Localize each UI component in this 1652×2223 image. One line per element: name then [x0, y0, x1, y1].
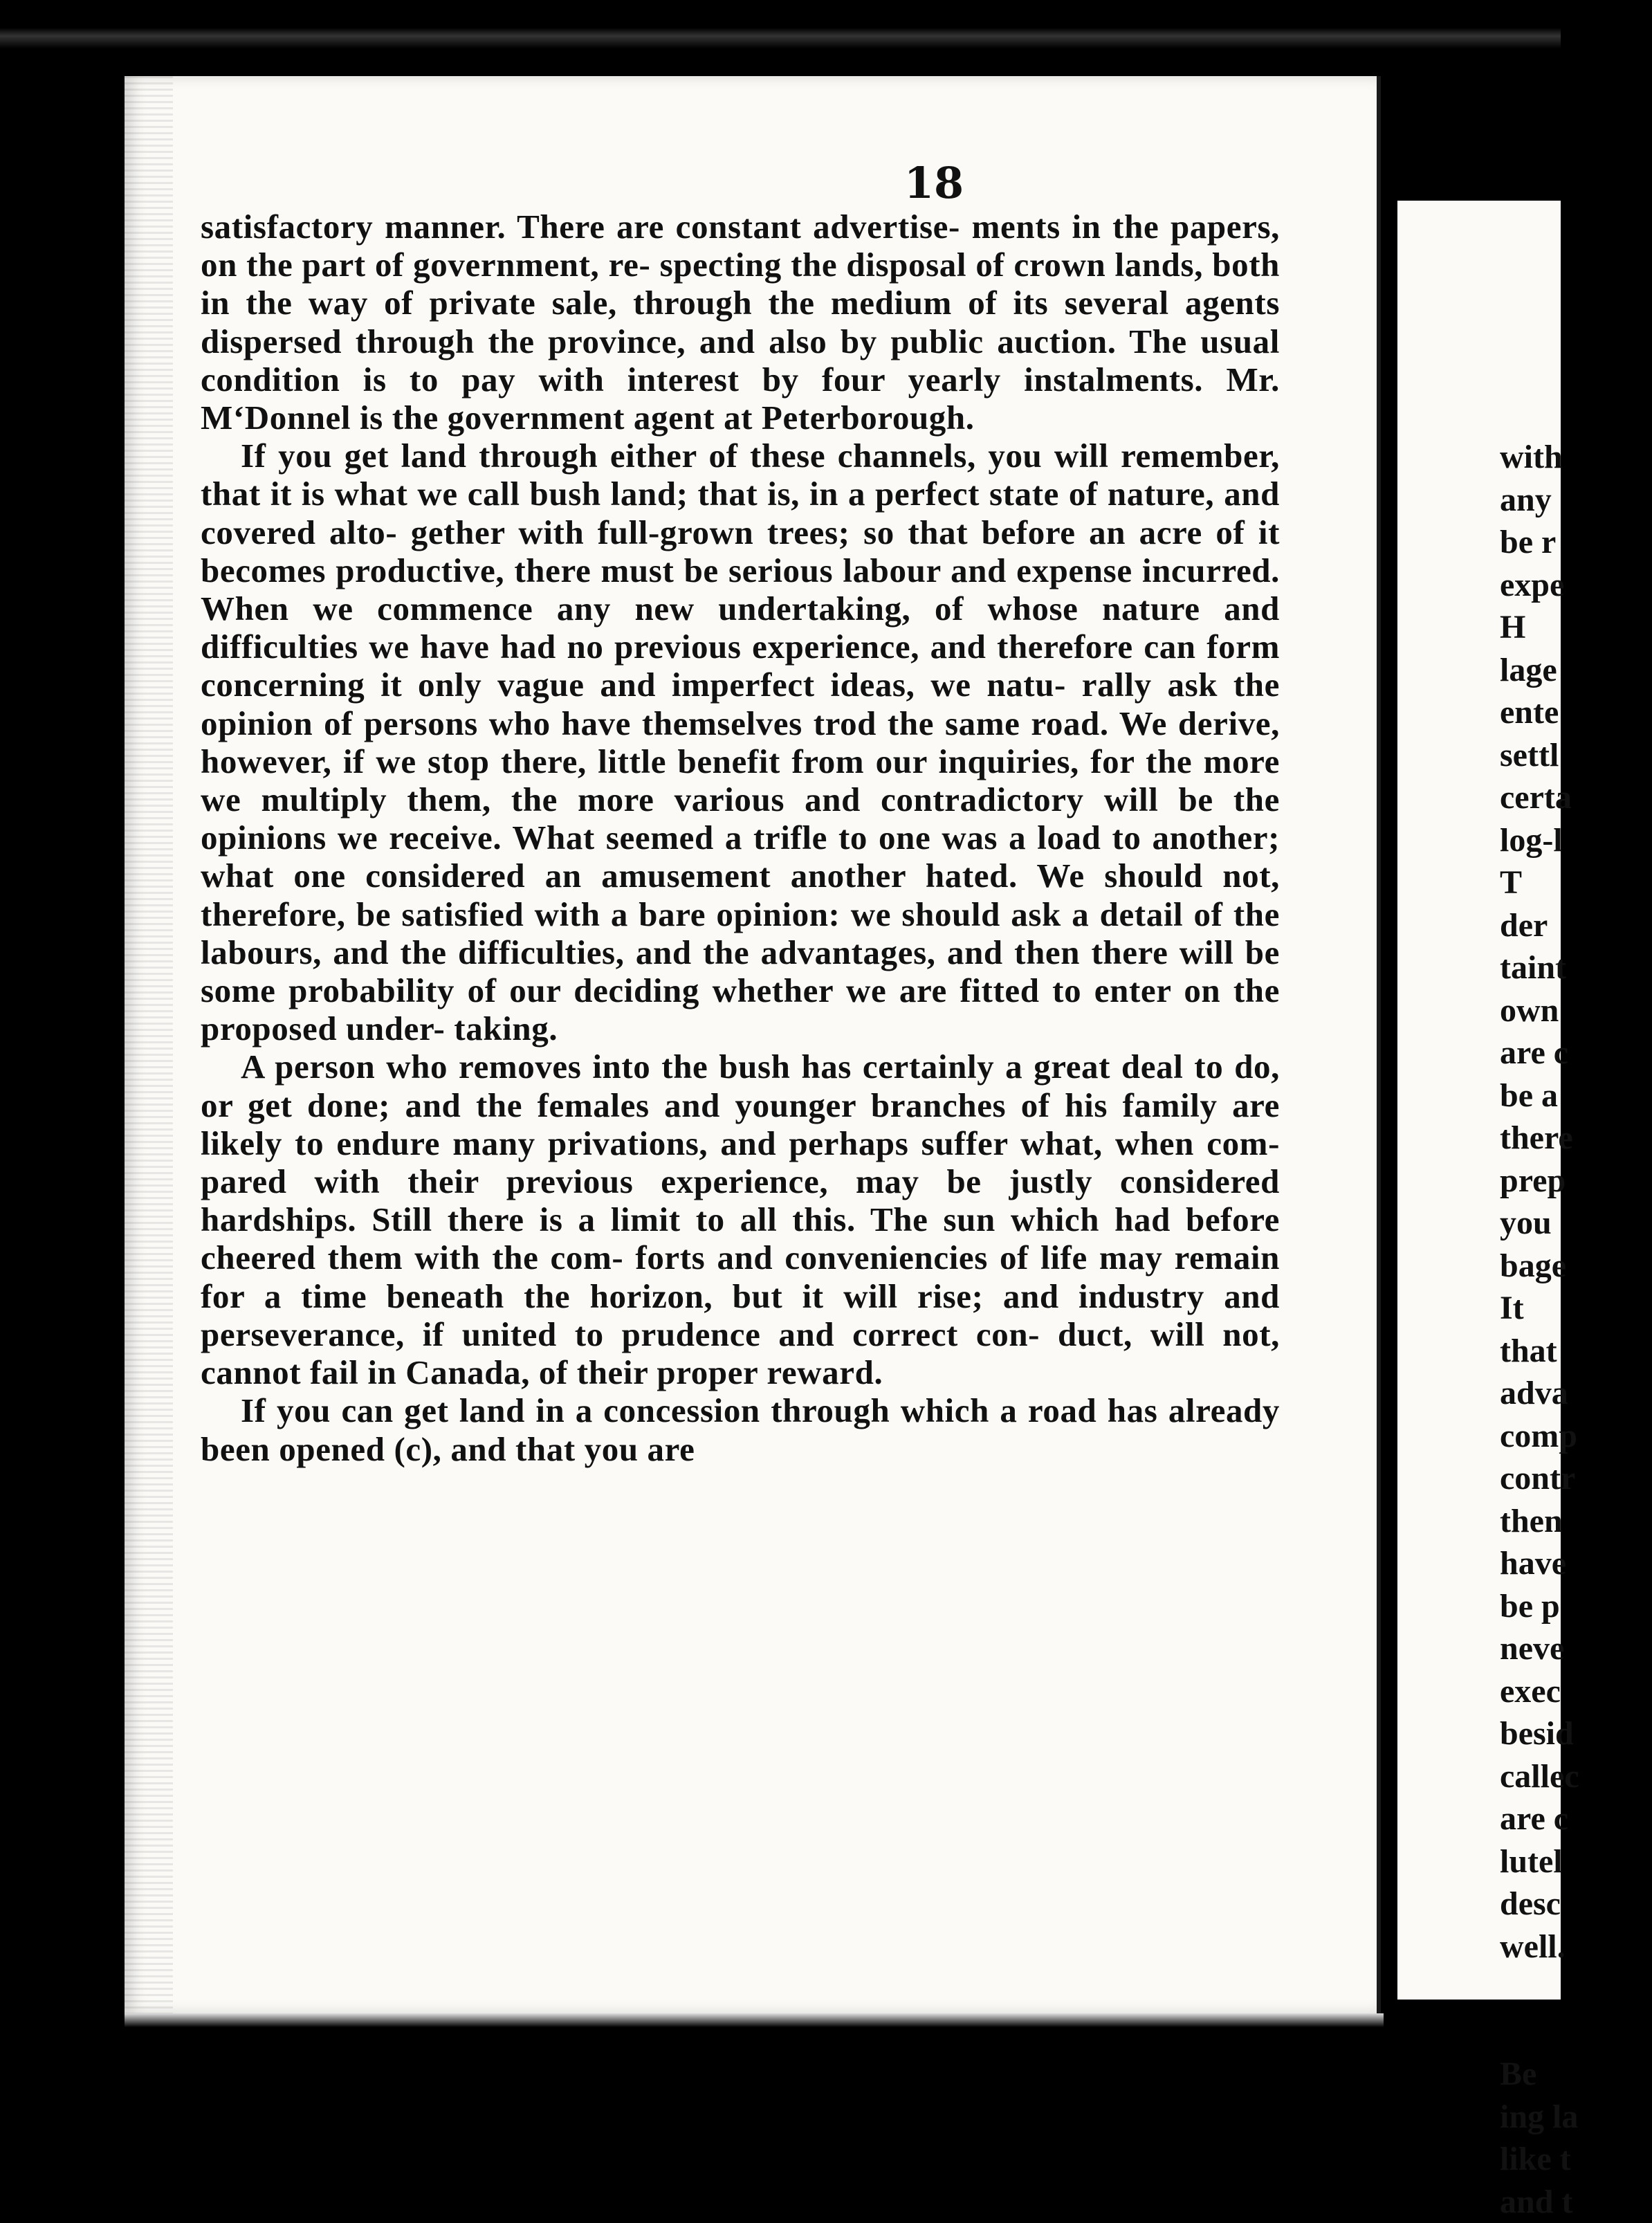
right-page-line: exec	[1500, 1670, 1652, 1713]
right-page-line: ing la	[1500, 2096, 1652, 2139]
right-page-line: are c	[1500, 1797, 1652, 1840]
right-page-line: desc	[1500, 1883, 1652, 1925]
right-page-line	[1500, 2011, 1652, 2053]
paragraph-2: If you get land through either of these channels, you will remember, that it is what we call bush land; that is, in a perfect state of nature, and covered alto- gether with full-grown trees; so that before an acre of it becomes productive, there must be serious labour and expense incurred. When we commence any new undertaking, of whose nature and difficulties we have had no previous experience, and therefore can form concerning it only vague and imperfect ideas, we natu- rally ask the opinion of persons who have themselves trod the same road. We derive, however, if we stop there, little benefit from our inquiries, for the more we multiply them, the more various and contradictory will be the opinions we receive. What seemed a trifle to one was a load to another; what one considered an amusement another hated. We should not, therefore, be satisfied with a bare opinion: we should ask a detail of the labours, and the difficulties, and the advantages, and then there will be some probability of our deciding whether we are fitted to enter on the proposed under- taking.	[201, 437, 1280, 1048]
right-page-line: prep	[1500, 1160, 1652, 1202]
right-page-line: ente	[1500, 691, 1652, 734]
right-page-line: there	[1500, 1117, 1652, 1160]
right-page-line: besid	[1500, 1712, 1652, 1755]
right-page-line: der	[1500, 904, 1652, 947]
right-page-text	[1500, 436, 1652, 2223]
right-page-line: own	[1500, 989, 1652, 1032]
right-page-line: and t	[1500, 2181, 1652, 2223]
right-page-line: settl	[1500, 734, 1652, 777]
right-page-line: log-l	[1500, 819, 1652, 862]
right-page-line: expe	[1500, 564, 1652, 607]
page-top-edge	[0, 28, 1561, 48]
body-text	[201, 208, 1280, 1468]
paragraph-3: A person who removes into the bush has certainly a great deal to do, or get done; and the females and younger branches of his family are likely to endure many privations, and perhaps suffer what, when com- pared with their previous experience, may be justly considered hardships. Still there is a limit to all this. The sun which had before cheered them with the com- forts and conveniencies of life may remain for a time beneath the horizon, but it will rise; and industry and perseverance, if united to prudence and correct con- duct, will not, cannot fail in Canada, of their proper reward.	[201, 1048, 1280, 1391]
paragraph-4: If you can get land in a concession through which a road has already been opened (c), and that you are	[201, 1391, 1280, 1467]
right-page-line: with	[1500, 436, 1652, 479]
right-page-line: T	[1500, 861, 1652, 904]
right-page-line: any	[1500, 479, 1652, 522]
right-page-line: lage	[1500, 649, 1652, 692]
right-page-line: adva	[1500, 1372, 1652, 1415]
right-page-line: lutel	[1500, 1840, 1652, 1883]
right-page-line	[1500, 1968, 1652, 2011]
right-page-line: certa	[1500, 776, 1652, 819]
right-page-line: neve	[1500, 1627, 1652, 1670]
right-page-line: be p	[1500, 1585, 1652, 1628]
right-page-line: then	[1500, 1500, 1652, 1543]
right-page-line: contr	[1500, 1457, 1652, 1500]
right-page-line: be a	[1500, 1074, 1652, 1117]
page-number: 18	[892, 158, 975, 208]
right-page-line: you	[1500, 1202, 1652, 1245]
right-page-line: have	[1500, 1542, 1652, 1585]
right-page-line: taint	[1500, 946, 1652, 989]
right-page-line: bage	[1500, 1245, 1652, 1288]
right-page-line: callec	[1500, 1755, 1652, 1798]
right-page-line: well.	[1500, 1925, 1652, 1968]
right-page	[1397, 201, 1561, 2000]
right-page-line: are c	[1500, 1032, 1652, 1074]
right-page-line: comp	[1500, 1415, 1652, 1458]
right-page-line: that	[1500, 1330, 1652, 1373]
right-page-line: like t	[1500, 2138, 1652, 2181]
right-page-line: H	[1500, 606, 1652, 649]
paragraph-1: satisfactory manner. There are constant advertise- ments in the papers, on the part of government, re- specting the disposal of crown lands, both in the way of private sale, through the medium of its several agents dispersed through the province, and also by public auction. The usual condition is to pay with interest by four yearly instalments. Mr. M‘Donnel is the government agent at Peterborough.	[201, 208, 1280, 437]
page-bottom-edge	[125, 2013, 1384, 2027]
right-page-line: Be	[1500, 2053, 1652, 2096]
right-page-line: be r	[1500, 521, 1652, 564]
right-page-line: It	[1500, 1287, 1652, 1330]
